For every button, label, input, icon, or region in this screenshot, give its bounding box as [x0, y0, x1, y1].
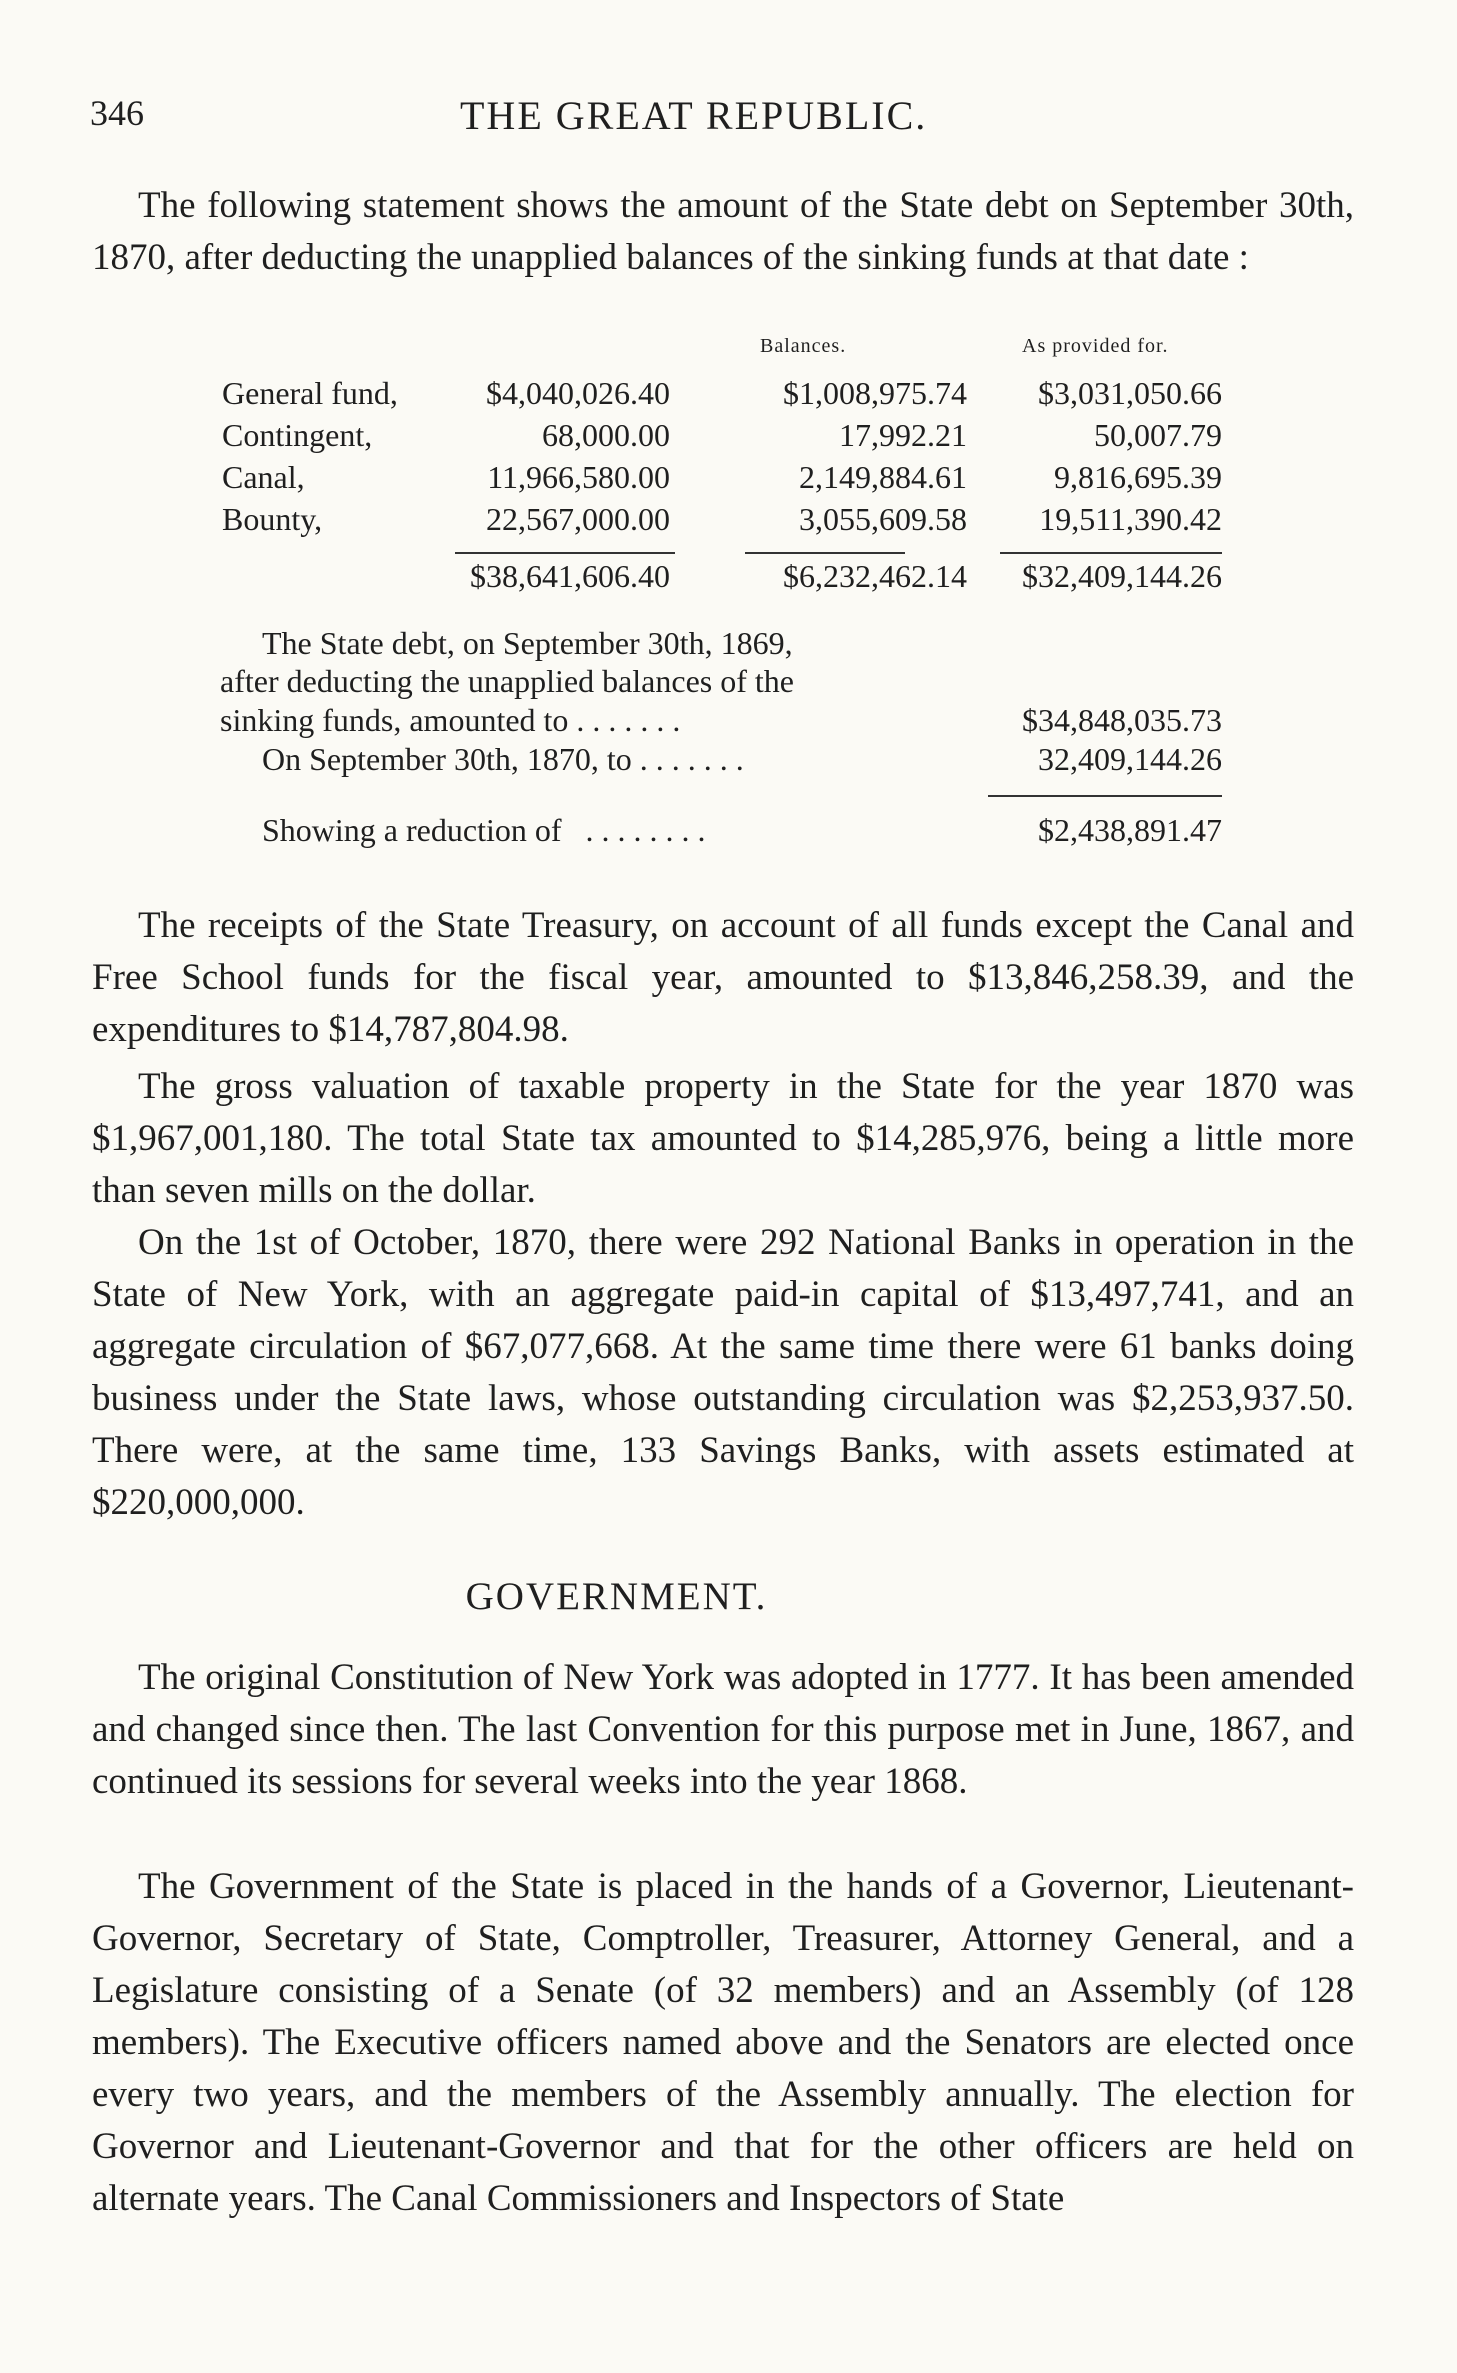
- reduction-value: $2,438,891.47: [1038, 812, 1222, 848]
- table-row: [222, 459, 1222, 499]
- total-rule: [1000, 552, 1222, 554]
- fund-name: Bounty,: [222, 501, 323, 537]
- fund-amount: 22,567,000.00: [486, 501, 670, 537]
- government-paragraph-2: The Government of the State is placed in the hands of a Governor, Lieutenant-Governor, Secretary of State, Comptroller, Treasurer, Attorney General, and a Legislature consisting of a Senate (of 32 members) and an Assembly (of 128 members). The Executive officers named above and the Senators are elected once every two years, and the members of the Assembly annually. The election for Governor and Lieutenant-Governor and that for the other officers are held on alternate years. The Canal Commissioners and Inspectors of State: [92, 1866, 1354, 2219]
- page-number: 346: [90, 93, 144, 133]
- comparison-text: The State debt, on September 30th, 1869,: [262, 625, 793, 661]
- fund-amount: $4,040,026.40: [486, 375, 670, 411]
- running-title: THE GREAT REPUBLIC.: [460, 93, 928, 138]
- comparison-value: 32,409,144.26: [1038, 741, 1222, 777]
- balances-header: Balances.: [760, 335, 847, 357]
- fund-amount: 68,000.00: [542, 417, 670, 453]
- fund-name: Contingent,: [222, 417, 373, 453]
- total-rule: [745, 552, 905, 554]
- section-heading: GOVERNMENT.: [465, 1575, 768, 1618]
- fund-balance: 2,149,884.61: [799, 459, 967, 495]
- provided-header: As provided for.: [1022, 335, 1169, 357]
- comparison-value: $34,848,035.73: [1022, 702, 1222, 738]
- total-provided: $32,409,144.26: [1022, 558, 1222, 594]
- total-rule: [455, 552, 675, 554]
- table-row: [222, 417, 1222, 457]
- total-balance: $6,232,462.14: [783, 558, 967, 594]
- fund-balance: 17,992.21: [839, 417, 967, 453]
- comparison-line: [220, 663, 1222, 703]
- comparison-text: after deducting the unapplied balances of the: [220, 663, 794, 699]
- fund-provided: 50,007.79: [1094, 417, 1222, 453]
- reduction-rule: [988, 795, 1222, 797]
- comparison-line: [220, 702, 1222, 742]
- comparison-label: On September 30th, 1870, to . . . . . . .: [262, 741, 744, 777]
- table-row: [222, 501, 1222, 541]
- page-header: [90, 92, 987, 142]
- banks-paragraph: On the 1st of October, 1870, there were 292 National Banks in operation in the State of New York, with an aggregate paid-in capital of $13,497,741, and an aggregate circulation of $67,077,668. At the same time there were 61 banks doing business under the State laws, whose outstanding circulation was $2,253,937.50. There were, at the same time, 133 Savings Banks, with assets estimated at $220,000,000.: [92, 1222, 1354, 1523]
- intro-paragraph: The following statement shows the amount of the State debt on September 30th, 1870, after deducting the unapplied balances of the sinking funds at that date :: [92, 185, 1354, 278]
- table-row: [222, 375, 1222, 415]
- fund-balance: 3,055,609.58: [799, 501, 967, 537]
- fund-provided: 19,511,390.42: [1039, 501, 1222, 537]
- valuation-paragraph: The gross valuation of taxable property in the State for the year 1870 was $1,967,001,180. The total State tax amounted to $14,285,976, being a little more than seven mills on the dollar.: [92, 1066, 1354, 1211]
- reduction-label: Showing a reduction of . . . . . . . .: [262, 812, 706, 848]
- totals-row: [222, 558, 1222, 598]
- fund-name: General fund,: [222, 375, 398, 411]
- fund-provided: 9,816,695.39: [1054, 459, 1222, 495]
- fund-provided: $3,031,050.66: [1038, 375, 1222, 411]
- reduction-line: [262, 812, 1222, 852]
- fund-amount: 11,966,580.00: [487, 459, 670, 495]
- fund-balance: $1,008,975.74: [783, 375, 967, 411]
- total-amount: $38,641,606.40: [470, 558, 670, 594]
- comparison-line: [262, 741, 1222, 781]
- fund-name: Canal,: [222, 459, 305, 495]
- government-paragraph-1: The original Constitution of New York was adopted in 1777. It has been amended and changed since then. The last Convention for this purpose met in June, 1867, and continued its sessions for several weeks into the year 1868.: [92, 1657, 1354, 1802]
- comparison-line: [262, 625, 1264, 665]
- receipts-paragraph: The receipts of the State Treasury, on account of all funds except the Canal and Free School funds for the fiscal year, amounted to $13,846,258.39, and the expenditures to $14,787,804.98.: [92, 905, 1354, 1050]
- comparison-label: sinking funds, amounted to . . . . . . .: [220, 702, 681, 738]
